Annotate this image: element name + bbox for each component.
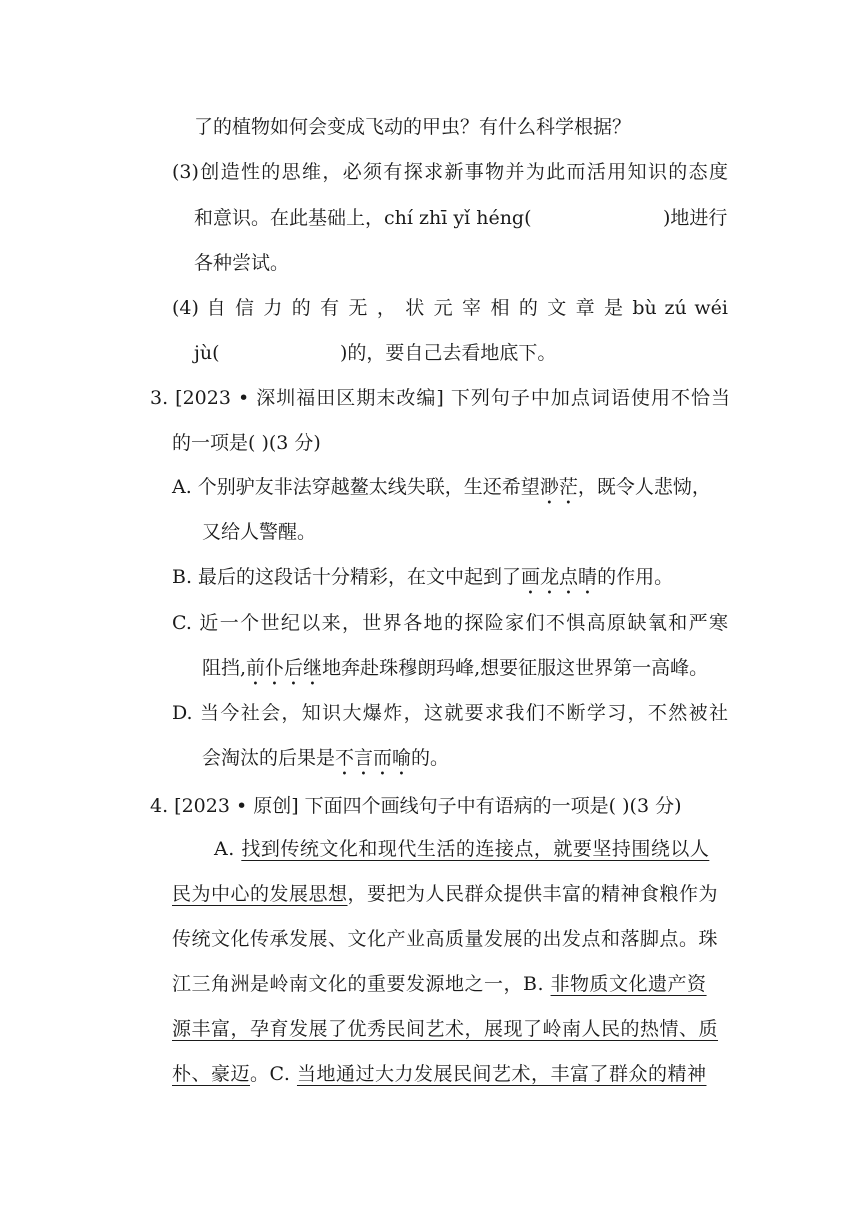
q3-stem-line1: 3. [2023 • 深圳福田区期末改编] 下列句子中加点词语使用不恰当 <box>150 387 730 409</box>
q3-a-dotted-word: 渺茫 <box>539 476 578 498</box>
q3-option-c-line1: C. 近一个世纪以来，世界各地的探险家们不惧高原缺氧和严寒 <box>172 612 728 634</box>
q2-p3-line1: (3)创造性的思维，必须有探求新事物并为此而活用知识的态度 <box>172 161 728 183</box>
q4-passage-line4 <box>172 970 707 998</box>
q3-option-d-line1: D. 当今社会，知识大爆炸，这就要求我们不断学习，不然被社 <box>172 702 728 724</box>
q4-passage-line6 <box>172 1060 706 1088</box>
q3-option-c-line2 <box>202 654 708 690</box>
q4-underlined-sentence-b-cont: 源丰富，孕育发展了优秀民间艺术，展现了岭南人民的热情、质 <box>172 1018 719 1040</box>
q3-option-d-line2 <box>202 744 449 780</box>
q3-d-dotted-word: 不言而喻 <box>335 747 412 769</box>
q3-option-a-line1 <box>172 473 711 509</box>
q4-underlined-sentence-a-end: 民为中心的发展思想 <box>172 883 348 905</box>
q4-passage-line2 <box>172 880 718 908</box>
q4-passage-line1 <box>214 835 709 863</box>
q3-c-text-pre: 阻挡, <box>202 657 247 679</box>
q2-p3-line3: 各种尝试。 <box>194 252 290 274</box>
q3-a-text-post: ，既令人悲恸， <box>577 476 711 498</box>
q4-line2-text: ，要把为人民群众提供丰富的精神食粮作为 <box>347 883 719 905</box>
q3-c-dotted-word: 前仆后继 <box>246 657 323 679</box>
q3-b-text-post: 的作用。 <box>597 566 674 588</box>
q2-p4-line2-pre: jù( <box>194 342 220 364</box>
q2-p4-line1: (4) 自 信 力 的 有 无 ， 状 元 宰 相 的 文 章 是 bù zú wéi <box>172 297 728 319</box>
q4-underlined-sentence-b-end: 朴、豪迈 <box>172 1063 251 1085</box>
q4-label-c: 。C. <box>250 1063 297 1085</box>
q3-stem-line2: 的一项是( )(3 分) <box>172 432 321 454</box>
q3-option-a-line2: 又给人警醒。 <box>202 521 317 543</box>
q3-d-text-pre: 会淘汰的后果是 <box>202 747 336 769</box>
q2-p3-line2-post: )地进行 <box>663 207 728 229</box>
q4-passage-line5 <box>172 1015 718 1043</box>
q4-underlined-sentence-c: 当地通过大力发展民间艺术，丰富了群众的精神 <box>296 1063 707 1085</box>
q3-b-dotted-word: 画龙点睛 <box>521 566 598 588</box>
q4-underlined-sentence-a: 找到传统文化和现代生活的连接点，就要坚持围绕以人 <box>241 838 710 860</box>
q3-a-text-pre: A. 个别驴友非法穿越鳌太线失联，生还希望 <box>172 476 540 498</box>
q4-passage-line3: 传统文化传承发展、文化产业高质量发展的出发点和落脚点。珠 <box>172 928 719 950</box>
q4-stem: 4. [2023 • 原创] 下面四个画线句子中有语病的一项是( )(3 分) <box>150 795 682 817</box>
q2-p4-line2-post: )的，要自己去看地底下。 <box>340 342 557 364</box>
q3-d-text-post: 的。 <box>411 747 450 769</box>
q4-underlined-sentence-b: 非物质文化遗产资 <box>550 973 707 995</box>
q3-c-text-post: 地奔赴珠穆朗玛峰,想要征服这世界第一高峰。 <box>322 657 709 679</box>
q2-p2-line2: 了的植物如何会变成飞动的甲虫？有什么科学根据？ <box>194 116 632 138</box>
q4-line4-text: 江三角洲是岭南文化的重要发源地之一，B. <box>172 973 551 995</box>
q2-p3-line2-pre: 和意识。在此基础上，chí zhī yǐ héng( <box>194 207 532 229</box>
q3-option-b <box>172 563 673 599</box>
q3-b-text-pre: B. 最后的这段话十分精彩，在文中起到了 <box>172 566 522 588</box>
q4-label-a: A. <box>214 838 242 860</box>
